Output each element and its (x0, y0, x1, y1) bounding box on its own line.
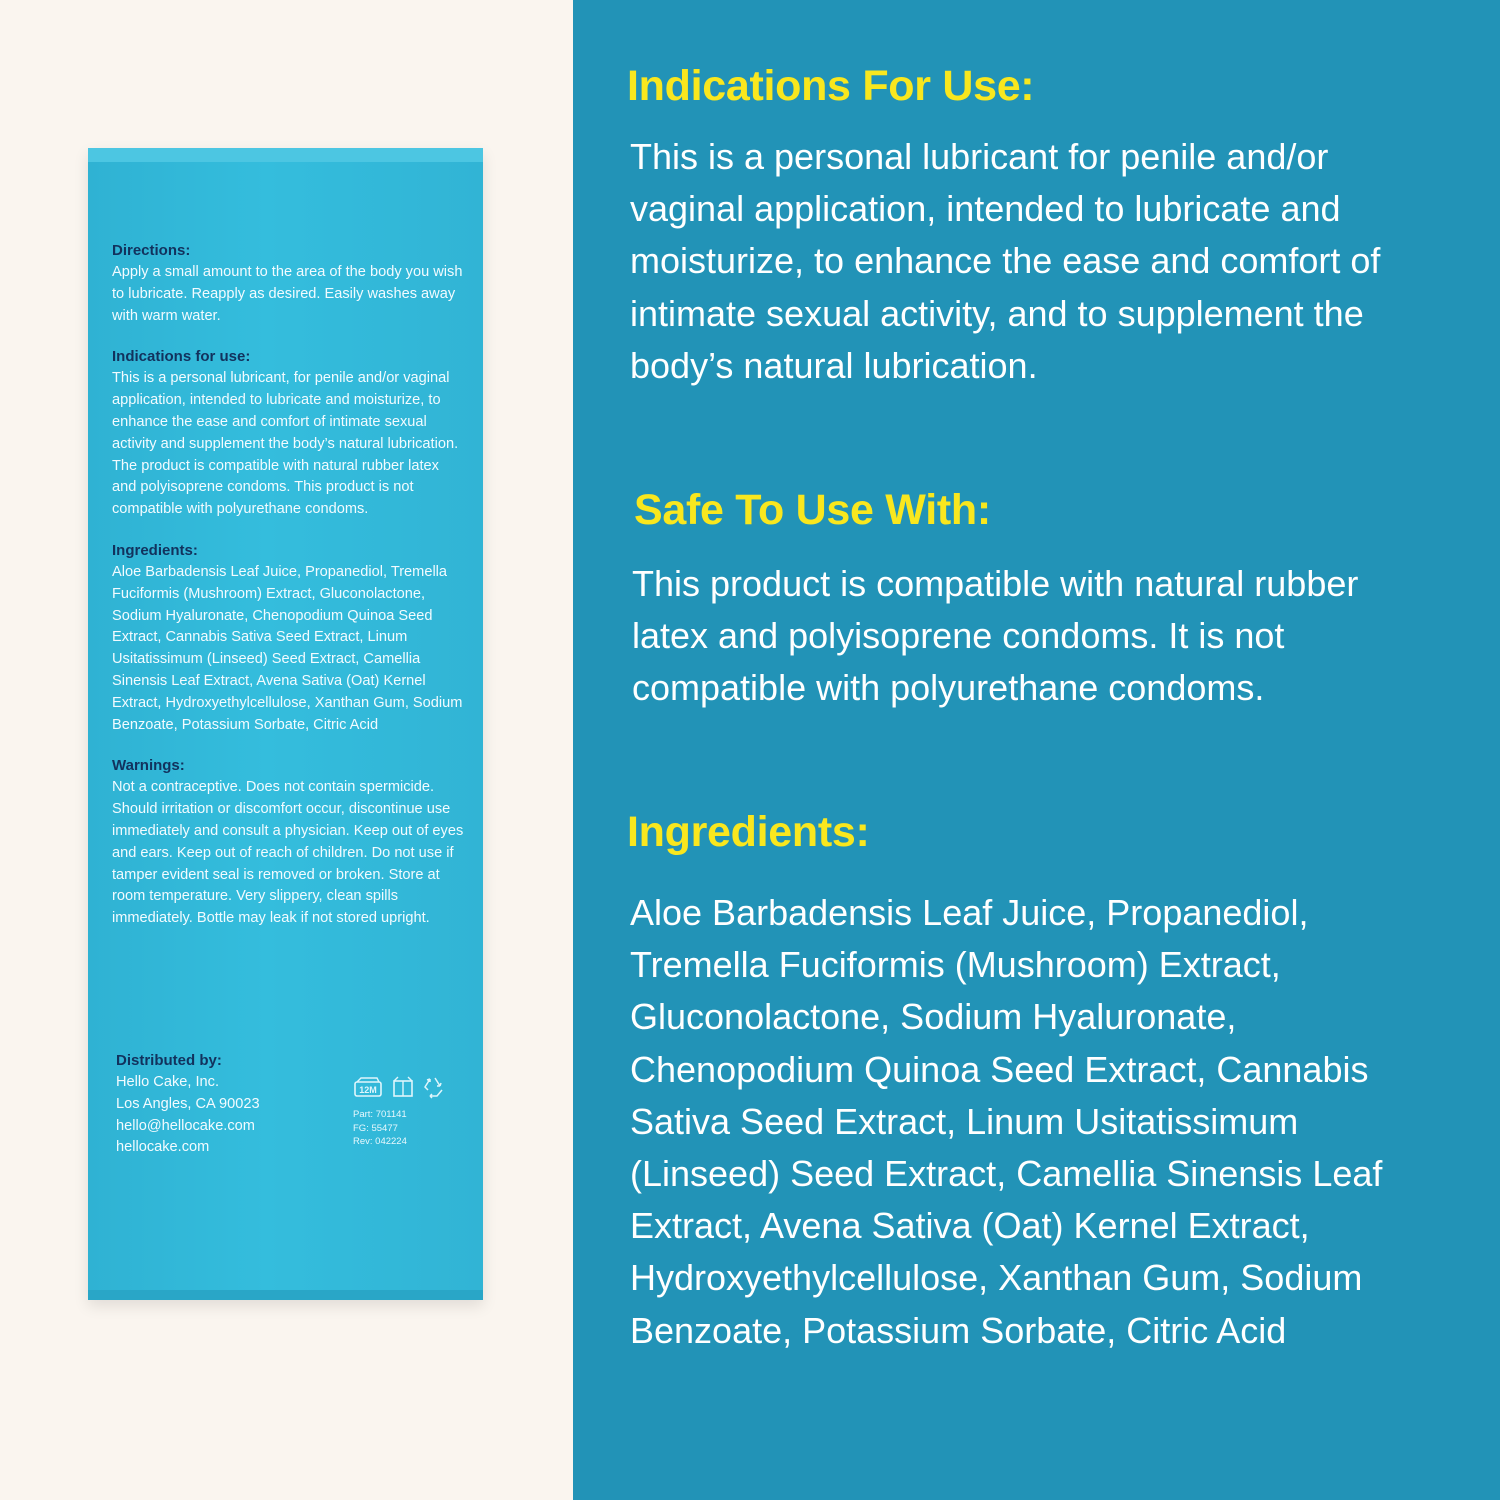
pao-jar-icon (353, 1076, 383, 1103)
box-directions-text: Apply a small amount to the area of the body you wish to lubricate. Reapply as desired. Easily washes away with warm water. (112, 264, 463, 324)
indications-heading: Indications For Use: (627, 62, 1035, 110)
distributor-line: Los Angles, CA 90023 (116, 1095, 260, 1112)
box-indications-text: This is a personal lubricant, for penile and/or vaginal application, intended to lubricate and moisturize, to enhance the ease and comfort of intimate sexual activity and supplement the body’s natural lubrication. The product is compatible with natural rubber latex and polyisoprene condoms. This product is not compatible with polyurethane condoms. (112, 370, 459, 518)
ingredients-heading: Ingredients: (627, 808, 870, 856)
box-distributed-heading: Distributed by: (116, 1052, 222, 1069)
box-label-text (112, 240, 464, 949)
rev-number: Rev: 042224 (353, 1136, 407, 1147)
pao-label: 12M (359, 1084, 377, 1095)
box-top-flap (88, 148, 483, 162)
box-directions-heading: Directions: (112, 242, 191, 259)
ingredients-text: Aloe Barbadensis Leaf Juice, Propanediol, Tremella Fuciformis (Mushroom) Extract, Gluconolactone, Sodium Hyaluronate, Chenopodium Quinoa Seed Extract, Cannabis Sativa Seed Extract, Linum Usitatissimum (Linseed) Seed Extract, Camellia Sinensis Leaf Extract, Avena Sativa (Oat) Kernel Extract, Hydroxyethylcellulose, Xanthan Gum, Sodium Benzoate, Potassium Sorbate, Citric Acid (630, 892, 1383, 1351)
part-codes (353, 1108, 463, 1149)
indications-text: This is a personal lubricant for penile and/or vaginal application, intended to lubricate and moisturize, to enhance the ease and comfort of intimate sexual activity, and to supplement the body’s natural lubrication. (630, 136, 1381, 386)
box-ingredients-text: Aloe Barbadensis Leaf Juice, Propanediol, Tremella Fuciformis (Mushroom) Extract, Gluconolactone, Sodium Hyaluronate, Chenopodium Quinoa Seed Extract, Cannabis Sativa Seed Extract, Linum Usitatissimum (Linseed) Seed Extract, Camellia Sinensis Leaf Extract, Avena Sativa (Oat) Kernel Extract, Hydroxyethylcellulose, Xanthan Gum, Sodium Benzoate, Potassium Sorbate, Citric Acid (112, 563, 463, 733)
box-ingredients-heading: Ingredients: (112, 541, 198, 559)
box-warnings-heading: Warnings: (112, 757, 185, 775)
product-box (88, 148, 483, 1300)
box-distributor (116, 1050, 336, 1159)
safe-text: This product is compatible with natural rubber latex and polyisoprene condoms. It is not compatible with polyurethane condoms. (632, 563, 1359, 709)
box-symbols (353, 1076, 463, 1149)
distributor-line: hellocake.com (116, 1139, 210, 1156)
part-number: Part: 701141 (353, 1109, 407, 1120)
info-panel (573, 0, 1500, 1500)
recycle-icon (423, 1075, 447, 1104)
safe-heading: Safe To Use With: (634, 486, 991, 534)
box-bottom-edge (88, 1290, 483, 1300)
distributor-line: hello@hellocake.com (116, 1117, 255, 1134)
box-indications-heading: Indications for use: (112, 348, 251, 366)
fg-number: FG: 55477 (353, 1122, 398, 1134)
left-panel (0, 0, 573, 1500)
symbol-row (353, 1076, 463, 1102)
box-warnings-text: Not a contraceptive. Does not contain spermicide. Should irritation or discomfort occur, discontinue use immediately and consult a physician. Keep out of eyes and ears. Keep out of reach of children. Do not use if tamper evident seal is removed or broken. Store at room temperature. Very slippery, clean spills immediately. Bottle may leak if not stored upright. (112, 779, 464, 927)
distributor-line: Hello Cake, Inc. (116, 1074, 220, 1090)
open-box-icon (391, 1076, 415, 1103)
